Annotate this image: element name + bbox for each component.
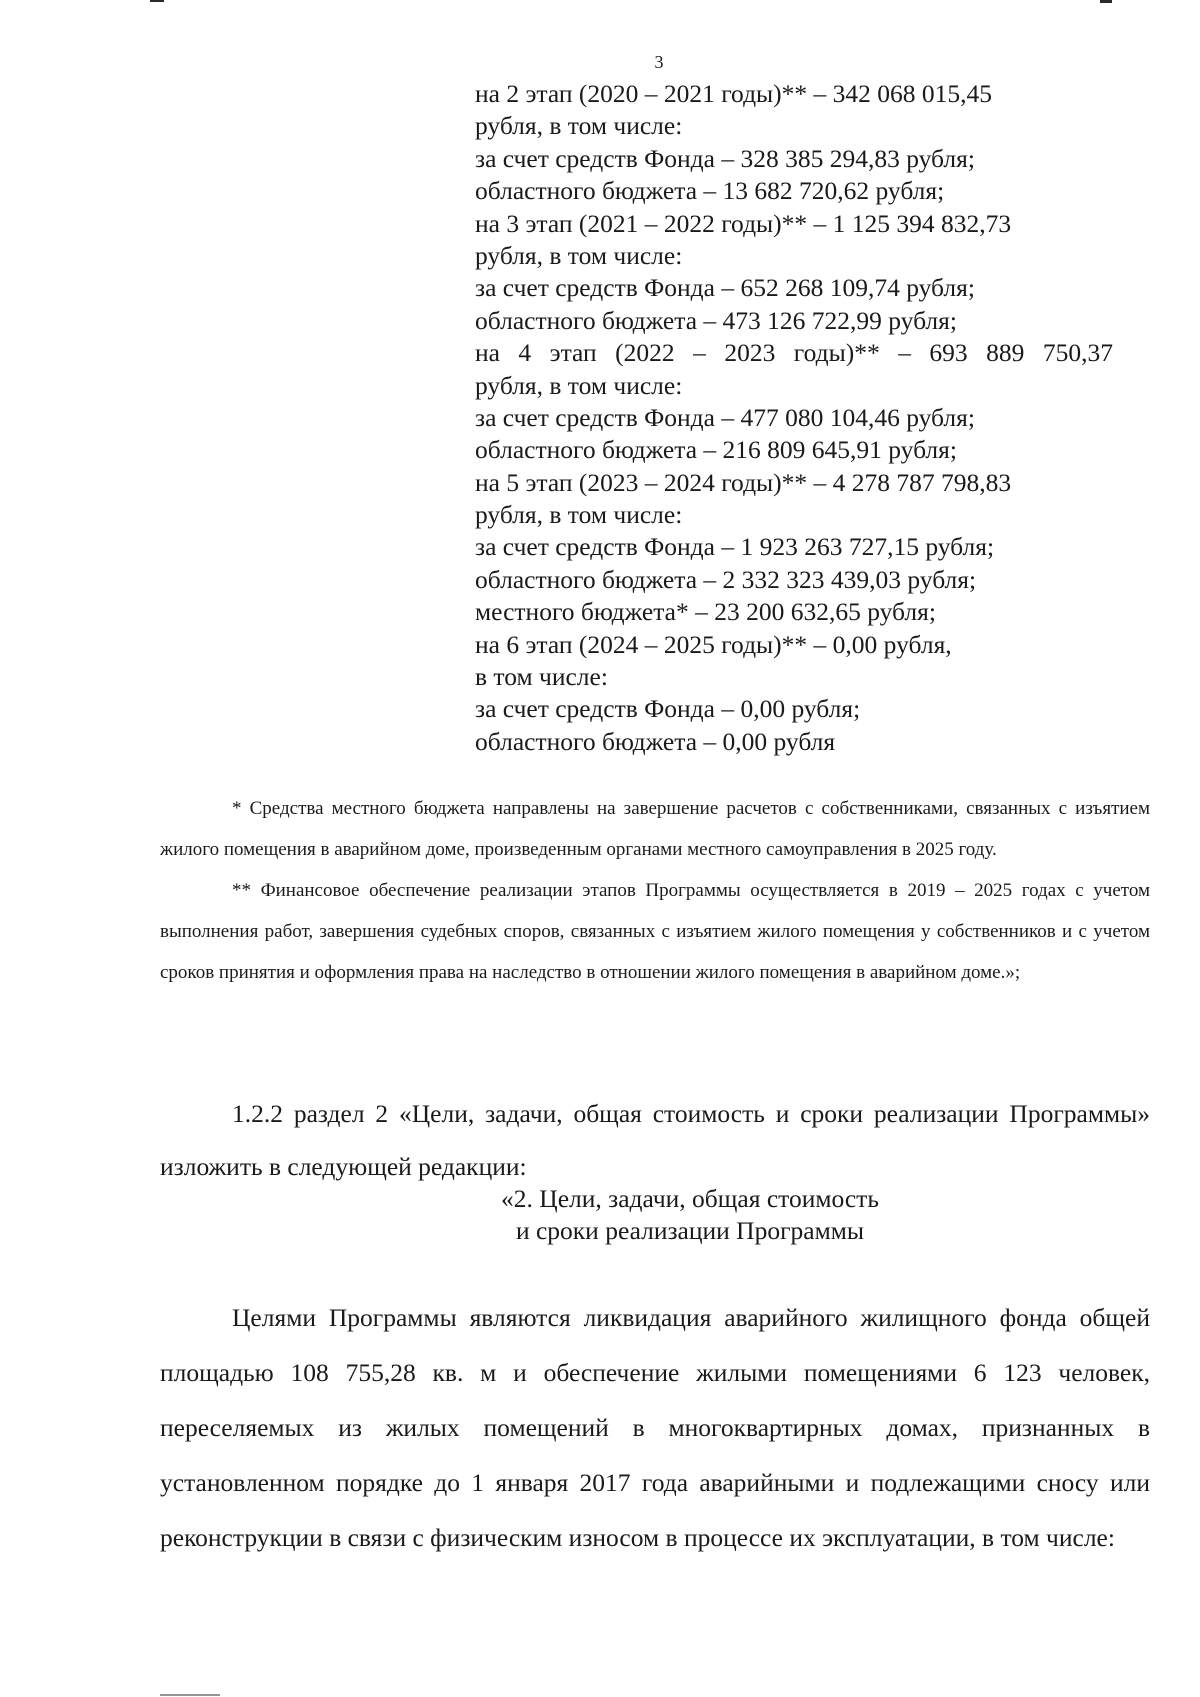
section-heading-line-1: «2. Цели, задачи, общая стоимость: [501, 1184, 879, 1213]
stage-line: на 5 этап (2023 – 2024 годы)** – 4 278 787 798,83: [475, 467, 1012, 497]
stage-line: на 6 этап (2024 – 2025 годы)** – 0,00 рубля,: [475, 629, 952, 659]
stage-line: за счет средств Фонда – 328 385 294,83 рубля;: [475, 143, 975, 173]
stage-line: областного бюджета – 13 682 720,62 рубля;: [475, 176, 945, 206]
stage-line: в том числе:: [475, 662, 608, 692]
stage-line: рубля, в том числе:: [475, 370, 683, 400]
goals-paragraph: [160, 1290, 1150, 1565]
clause-text: 1.2.2 раздел 2 «Цели, задачи, общая стоимость и сроки реализации Программы» изложить в следующей редакции:: [160, 1099, 1150, 1181]
funding-stages-list: [475, 78, 1115, 758]
footnote-text: * Средства местного бюджета направлены на завершение расчетов с собственниками, связанных с изъятием жилого помещения в аварийном доме, произведенным органами местного самоуправления в 2025 году.: [160, 798, 1150, 860]
stage-line: местного бюджета* – 23 200 632,65 рубля;: [475, 597, 936, 627]
section-heading: [440, 1183, 940, 1247]
stage-line: областного бюджета – 0,00 рубля: [475, 726, 836, 756]
footnote-financing: [160, 870, 1150, 993]
stage-line: областного бюджета – 216 809 645,91 рубля;: [475, 435, 957, 465]
scan-artifact-top-left: [150, 0, 164, 2]
scan-artifact-bottom-left: [160, 1694, 220, 1696]
stage-line: областного бюджета – 2 332 323 439,03 рубля;: [475, 564, 977, 594]
stage-line: областного бюджета – 473 126 722,99 рубля;: [475, 305, 957, 335]
stage-line: рубля, в том числе:: [475, 240, 683, 270]
stage-line: за счет средств Фонда – 0,00 рубля;: [475, 694, 861, 724]
stage-line: рубля, в том числе:: [475, 111, 683, 141]
footnote-local-budget: [160, 788, 1150, 870]
footnote-text: ** Финансовое обеспечение реализации этапов Программы осуществляется в 2019 – 2025 годах с учетом выполнения работ, завершения судебных споров, связанных с изъятием жилого помещения у собственников и с учетом сроков принятия и оформления права на наследство в отношении жилого помещения в аварийном доме.»;: [160, 880, 1150, 983]
stage-line: за счет средств Фонда – 1 923 263 727,15 рубля;: [475, 532, 995, 562]
stage-line: на 2 этап (2020 – 2021 годы)** – 342 068 015,45: [475, 79, 993, 108]
scan-artifact-top-right: [1100, 0, 1112, 3]
amendment-clause: [160, 1087, 1150, 1193]
goals-text: Целями Программы являются ликвидация аварийного жилищного фонда общей площадью 108 755,28 кв. м и обеспечение жилыми помещениями 6 123 человек, переселяемых из жилых помещений в многоквартирных домах, признанных в установленном порядке до 1 января 2017 года аварийными и подлежащими сносу или реконструкции в связи с физическим износом в процессе их эксплуатации, в том числе:: [160, 1303, 1150, 1552]
footnotes: [160, 788, 1150, 993]
stage-line: на 4 этап (2022 – 2023 годы)** – 693 889 750,37: [475, 338, 1113, 368]
section-heading-line-2: и сроки реализации Программы: [515, 1216, 865, 1245]
stage-line: рубля, в том числе:: [475, 500, 683, 530]
page-number: 3: [654, 52, 664, 72]
stage-line: за счет средств Фонда – 652 268 109,74 рубля;: [475, 273, 975, 303]
stage-line: на 3 этап (2021 – 2022 годы)** – 1 125 394 832,73: [475, 208, 1012, 238]
stage-line: за счет средств Фонда – 477 080 104,46 рубля;: [475, 402, 975, 432]
